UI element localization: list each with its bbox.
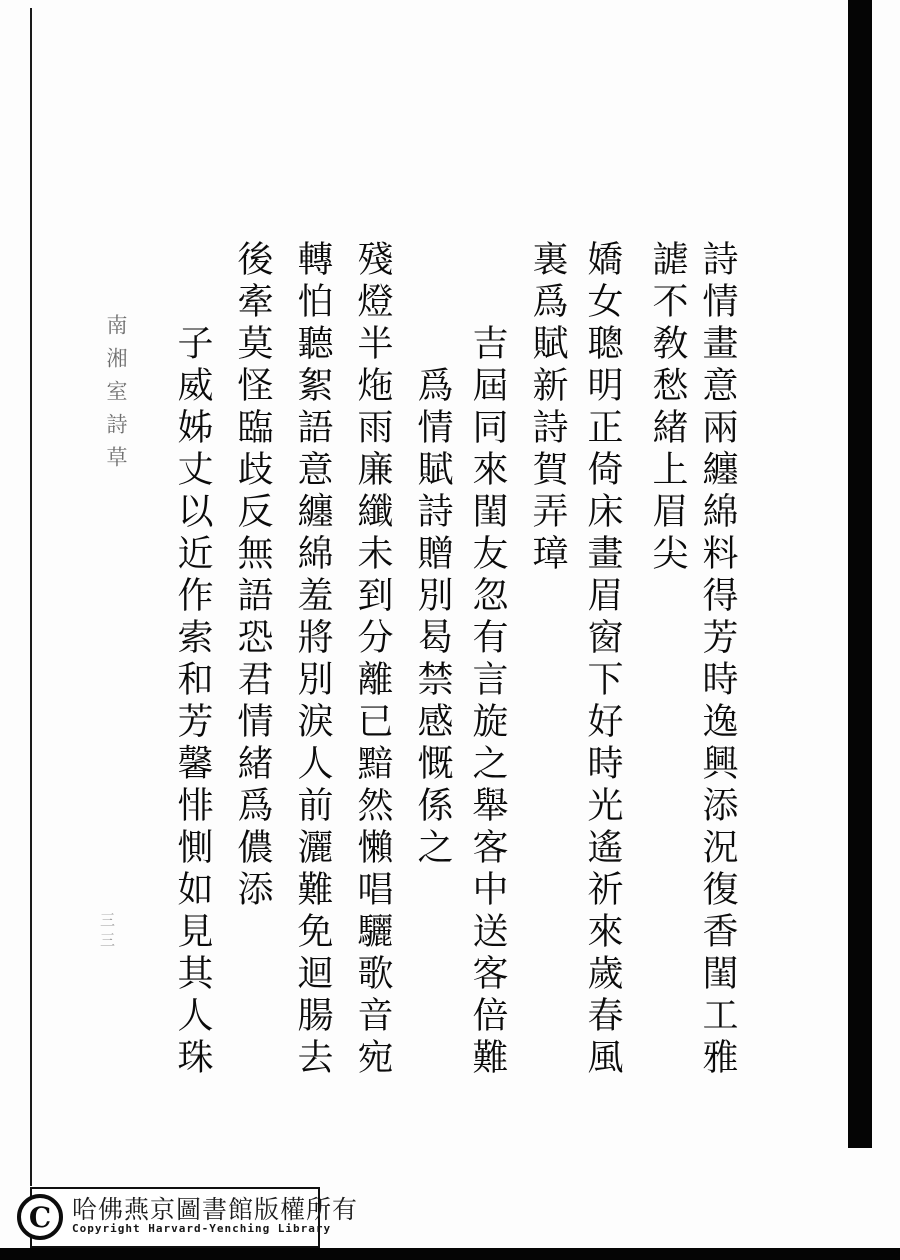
copyright-english-text: Copyright Harvard-Yenching Library xyxy=(72,1222,332,1235)
page-number: 三三 xyxy=(98,912,116,952)
poem-column: 嬌女聰明正倚床畫眉窗下好時光遙祈來歲春風 xyxy=(582,240,623,1080)
poem-column: 詩情畫意兩纏綿料得芳時逸興添況復香閨工雅 xyxy=(697,240,738,1080)
poem-column: 轉怕聽絮語意纏綿羞將別淚人前灑難免迴腸去 xyxy=(292,240,333,1080)
poem-column: 裏爲賦新詩賀弄璋 xyxy=(527,240,568,576)
bottom-edge-scan-bar xyxy=(0,1248,900,1260)
right-edge-scan-bar xyxy=(848,0,872,1148)
poem-title-column: 子威姊丈以近作索和芳馨悱惻如見其人珠 xyxy=(172,324,213,1080)
left-border-line xyxy=(30,8,32,1186)
poem-title-column: 爲情賦詩贈別曷禁感慨係之 xyxy=(412,366,453,870)
poem-column: 殘燈半炧雨廉纖未到分離已黯然懶唱驪歌音宛 xyxy=(352,240,393,1080)
copyright-chinese-text: 哈佛燕京圖書館版權所有 xyxy=(72,1195,359,1224)
poem-title-column: 吉屆同來閨友忽有言旋之舉客中送客倍難 xyxy=(467,324,508,1080)
poem-column: 後牽莫怪臨歧反無語恐君情緒爲儂添 xyxy=(232,240,273,912)
margin-book-title: 南湘室詩草 xyxy=(104,314,128,479)
poem-column: 謔不敎愁緒上眉尖 xyxy=(647,240,688,576)
copyright-c-icon: C xyxy=(17,1194,63,1240)
